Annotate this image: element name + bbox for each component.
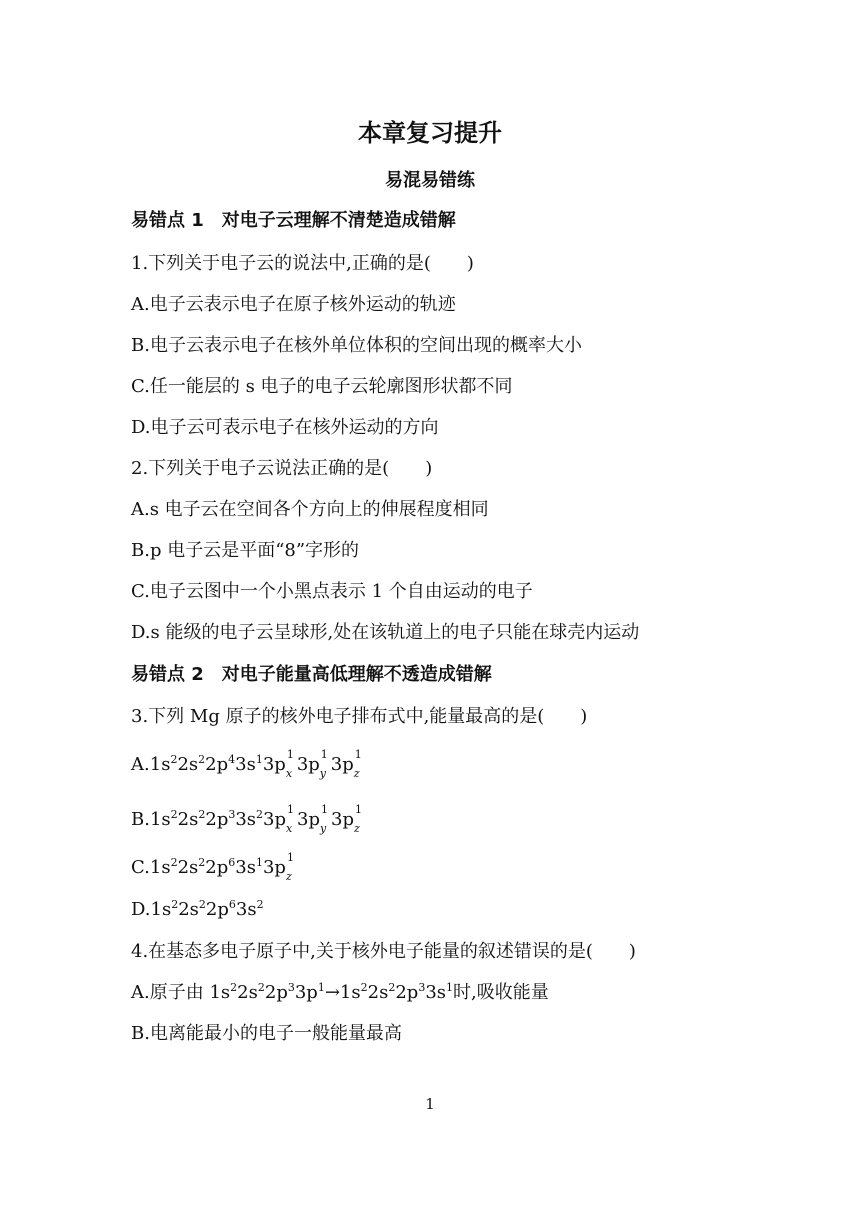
question-4-stem: 4.在基态多电子原子中,关于核外电子能量的叙述错误的是( ): [131, 941, 636, 962]
question-2-option-b: B.p 电子云是平面“8”字形的: [131, 540, 360, 561]
error-point-number: 易错点 2: [131, 664, 204, 685]
error-point-text: 对电子云理解不清楚造成错解: [221, 210, 456, 231]
question-2-option-a: A.s 电子云在空间各个方向上的伸展程度相同: [131, 499, 489, 520]
error-point-heading-1: [131, 209, 456, 233]
question-1-option-a: A.电子云表示电子在原子核外运动的轨迹: [131, 294, 456, 315]
question-3-option-b: $B.1s^22s^22p^33s^23p$ 1 x 3p 1 y 3p 1 z: [131, 803, 362, 835]
question-2-option-d: D.s 能级的电子云呈球形,处在该轨道上的电子只能在球壳内运动: [131, 622, 640, 643]
question-3-stem: 3.下列 Mg 原子的核外电子排布式中,能量最高的是( ): [131, 706, 588, 727]
question-1-option-d: D.电子云可表示电子在核外运动的方向: [131, 417, 439, 438]
page-title: 本章复习提升: [358, 119, 502, 147]
question-1-stem: 1.下列关于电子云的说法中,正确的是( ): [131, 253, 474, 274]
question-3-option-a: $A.1s^22s^22p^43s^13p$ 1 x 3p 1 y 3p 1 z: [131, 748, 362, 780]
page-number: 1: [425, 1095, 435, 1113]
question-2-option-c: C.电子云图中一个小黑点表示 1 个自由运动的电子: [131, 581, 533, 602]
question-1-option-c: C.任一能层的 s 电子的电子云轮廓图形状都不同: [131, 376, 513, 397]
question-1-option-b: B.电子云表示电子在核外单位体积的空间出现的概率大小: [131, 335, 582, 356]
question-3-option-c: $C.1s^22s^22p^63s^13p$ 1 z: [131, 851, 294, 883]
error-point-number: 易错点 1: [131, 210, 204, 231]
question-4-option-a: A.原子由 $1s^22s^22p^33p^1\to 1s^22s^22p^33s^1$时,吸收能量: [131, 981, 549, 1003]
question-3-option-d: $D.1s^22s^22p^63s^2$: [131, 898, 264, 920]
error-point-heading-2: [131, 663, 492, 687]
question-2-stem: 2.下列关于电子云说法正确的是( ): [131, 458, 433, 479]
error-point-text: 对电子能量高低理解不透造成错解: [221, 664, 492, 685]
question-4-option-b: B.电离能最小的电子一般能量最高: [131, 1023, 402, 1044]
section-subtitle: 易混易错练: [385, 170, 475, 191]
